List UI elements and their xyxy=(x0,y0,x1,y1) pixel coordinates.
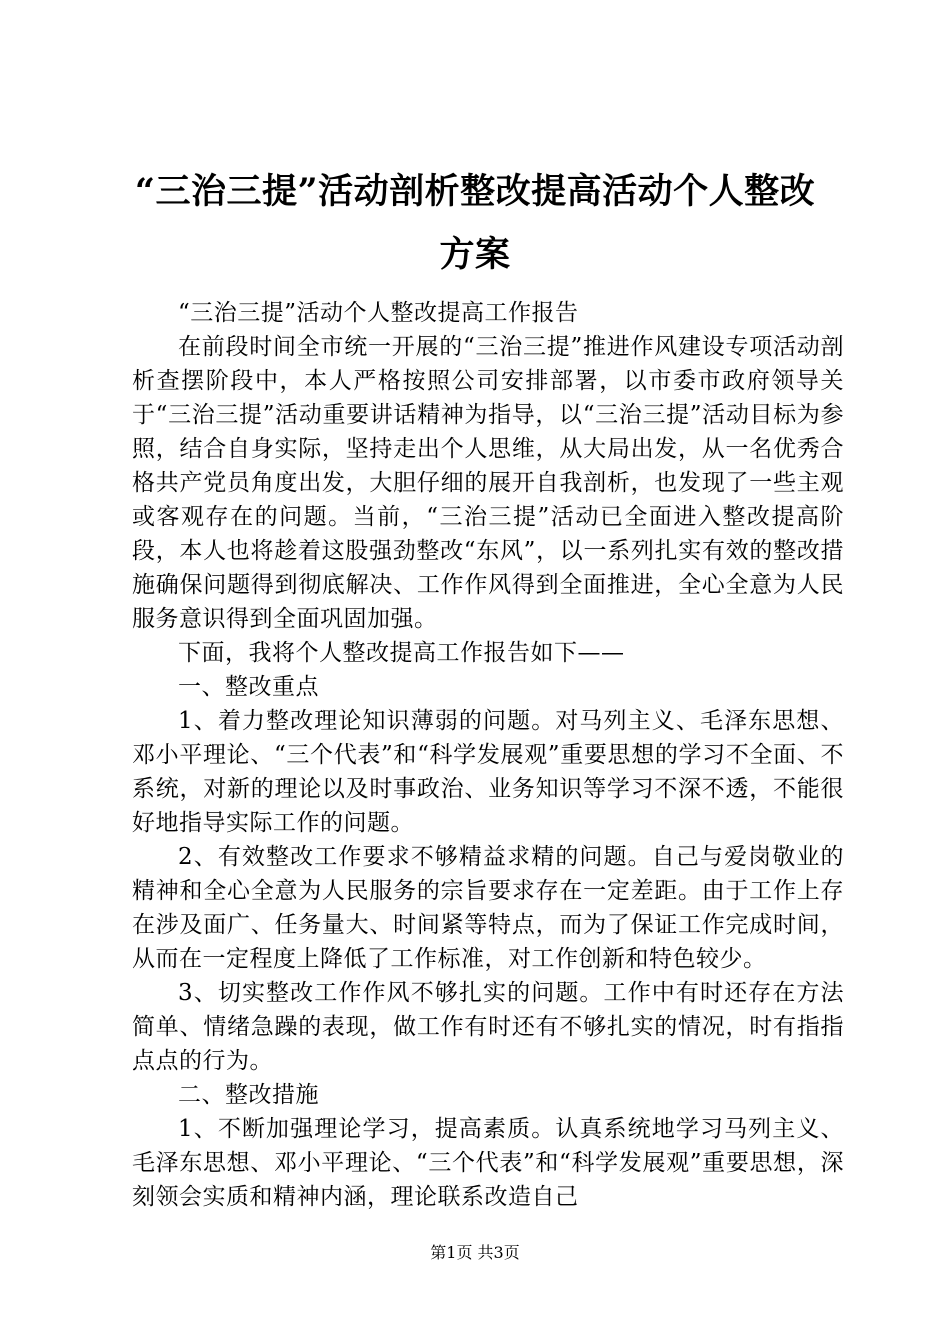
document-body xyxy=(132,296,844,1214)
document-title xyxy=(118,160,832,286)
report-heading: “三治三提”活动个人整改提高工作报告 xyxy=(178,300,579,326)
page-number-footer: 第1页 共3页 xyxy=(430,1243,520,1262)
focus-item-3: 3、切实整改工作作风不够扎实的问题。工作中有时还存在方法简单、情绪急躁的表现，做工作有时还有不够扎实的情况，时有指指点点的行为。 xyxy=(132,980,844,1074)
title-line-1: “三治三提”活动剖析整改提高活动个人整改 xyxy=(134,171,816,212)
transition-paragraph: 下面，我将个人整改提高工作报告如下—— xyxy=(178,640,625,666)
focus-item-1: 1、着力整改理论知识薄弱的问题。对马列主义、毛泽东思想、邓小平理论、“三个代表”和“科学发展观”重要思想的学习不全面、不系统，对新的理论以及时事政治、业务知识等学习不深不透，不能很好地指导实际工作的问题。 xyxy=(132,708,844,836)
measure-item-1: 1、不断加强理论学习，提高素质。认真系统地学习马列主义、毛泽东思想、邓小平理论、“三个代表”和“科学发展观”重要思想，深刻领会实质和精神内涵，理论联系改造自己 xyxy=(132,1116,844,1210)
focus-item-2: 2、有效整改工作要求不够精益求精的问题。自己与爱岗敬业的精神和全心全意为人民服务的宗旨要求存在一定差距。由于工作上存在涉及面广、任务量大、时间紧等特点，而为了保证工作完成时间，从而在一定程度上降低了工作标准，对工作创新和特色较少。 xyxy=(132,844,844,972)
section-heading-measures: 二、整改措施 xyxy=(178,1082,319,1108)
intro-paragraph: 在前段时间全市统一开展的“三治三提”推进作风建设专项活动剖析查摆阶段中，本人严格按照公司安排部署，以市委市政府领导关于“三治三提”活动重要讲话精神为指导，以“三治三提”活动目标为参照，结合自身实际，坚持走出个人思维，从大局出发，从一名优秀合格共产党员角度出发，大胆仔细的展开自我剖析，也发现了一些主观或客观存在的问题。当前，“三治三提”活动已全面进入整改提高阶段，本人也将趁着这股强劲整改“东风”，以一系列扎实有效的整改措施确保问题得到彻底解决、工作作风得到全面推进，全心全意为人民服务意识得到全面巩固加强。 xyxy=(132,334,844,632)
title-line-2: 方案 xyxy=(439,234,511,275)
section-heading-focus: 一、整改重点 xyxy=(178,674,319,700)
